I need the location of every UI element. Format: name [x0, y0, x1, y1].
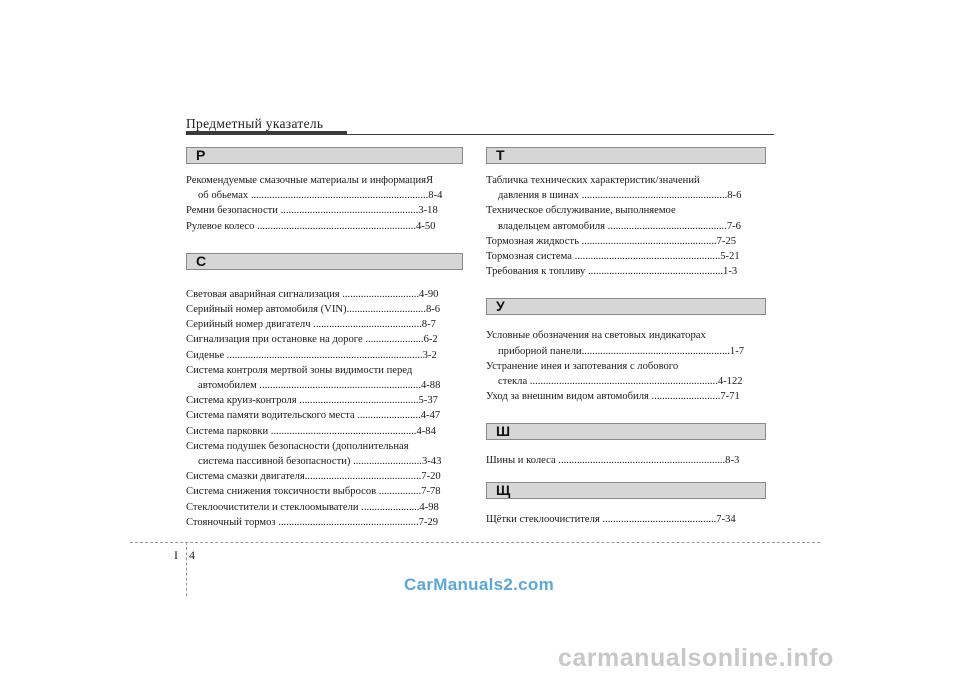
index-entry: Система памяти водительского места ........................4-47	[186, 410, 441, 422]
index-entry: Серийный номер автомобиля (VIN)..............................8-6	[186, 304, 441, 316]
section-letter: Щ	[496, 481, 511, 498]
section-header-t	[486, 147, 766, 164]
index-column-left	[186, 147, 463, 530]
index-entry: Рекомендуемые смазочные материалы и информацияЯ	[186, 175, 434, 186]
index-entry-cont: давления в шинах .......................................................8-6	[498, 190, 742, 202]
index-entry: Сигнализация при остановке на дороге ......................6-2	[186, 334, 438, 346]
section-letter: Ш	[496, 423, 511, 440]
index-entry-cont: владельцем автомобиля .............................................7-6	[498, 220, 741, 232]
index-entry: Система круиз-контроля .............................................5-37	[186, 395, 438, 407]
index-entry: Система снижения токсичности выбросов ................7-78	[186, 486, 441, 498]
header-rule	[186, 134, 774, 135]
index-entry: Табличка технических характеристик/значений	[486, 175, 700, 186]
section-letter: У	[496, 298, 505, 315]
index-entry: Система контроля мертвой зоны видимости перед	[186, 364, 413, 376]
index-entry: Уход за внешним видом автомобиля ..........................7-71	[486, 391, 740, 403]
index-entry: Техническое обслуживание, выполняемое	[486, 205, 676, 217]
index-entry: Тормозная система .......................................................5-21	[486, 251, 740, 263]
index-entry: Рулевое колесо ............................................................4-50	[186, 220, 436, 232]
section-header-s	[186, 253, 463, 270]
section-letter: Т	[496, 147, 505, 163]
index-entry: Стеклоочистители и стеклоомыватели ......................4-98	[186, 501, 439, 513]
index-entry: Ремни безопасности ....................................................3-18	[186, 205, 438, 217]
index-entry-cont: приборной панели........................................................1-7	[498, 345, 745, 357]
index-entry-cont: об обьемах ...................................................................8-4	[198, 190, 443, 202]
index-entry: Требования к топливу ...................................................1-3	[486, 266, 738, 278]
section-header-u	[486, 298, 766, 315]
index-entry: Шины и колеса ...............................................................8-3	[486, 455, 740, 467]
index-entry: Тормозная жидкость ...................................................7-25	[486, 235, 737, 247]
footer-site-watermark: carmanualsonline.info	[558, 644, 834, 672]
page-header-title: Предметный указатель	[186, 116, 324, 131]
section-letter: С	[196, 252, 207, 269]
index-entry-cont: стекла .......................................................................4-122	[498, 376, 743, 388]
index-entry: Система подушек безопасности (дополнительная	[186, 440, 409, 452]
watermark-logo: CarManuals2.com	[404, 575, 554, 594]
index-entry: Световая аварийная сигнализация .............................4-90	[186, 288, 439, 300]
index-entry: Стояночный тормоз .....................................................7-29	[186, 516, 439, 528]
section-header-shch	[486, 482, 766, 499]
index-entry: Система парковки .......................................................4-84	[186, 425, 436, 437]
index-entry: Устранение инея и запотевания с лобового	[486, 360, 679, 372]
index-entry: Сиденье ..........................................................................3-2	[186, 349, 437, 361]
index-entry: Серийный номер двигателч .........................................8-7	[186, 319, 436, 331]
section-header-sh	[486, 423, 766, 440]
index-entry: Система смазки двигателя............................................7-20	[186, 471, 441, 483]
index-column-right	[486, 147, 766, 527]
section-letter: Р	[196, 147, 206, 163]
footer-dashed-rule	[130, 542, 820, 543]
page-number: I 4	[174, 548, 195, 562]
section-header-r	[186, 147, 463, 164]
index-entry: Щётки стеклоочистителя ...........................................7-34	[486, 513, 736, 525]
index-entry-cont: автомобилем .............................................................4-88	[198, 380, 441, 392]
index-entry: Условные обозначения на световых индикаторах	[486, 330, 706, 342]
index-entry-cont: система пассивной безопасности) ..........................3-43	[198, 456, 442, 468]
